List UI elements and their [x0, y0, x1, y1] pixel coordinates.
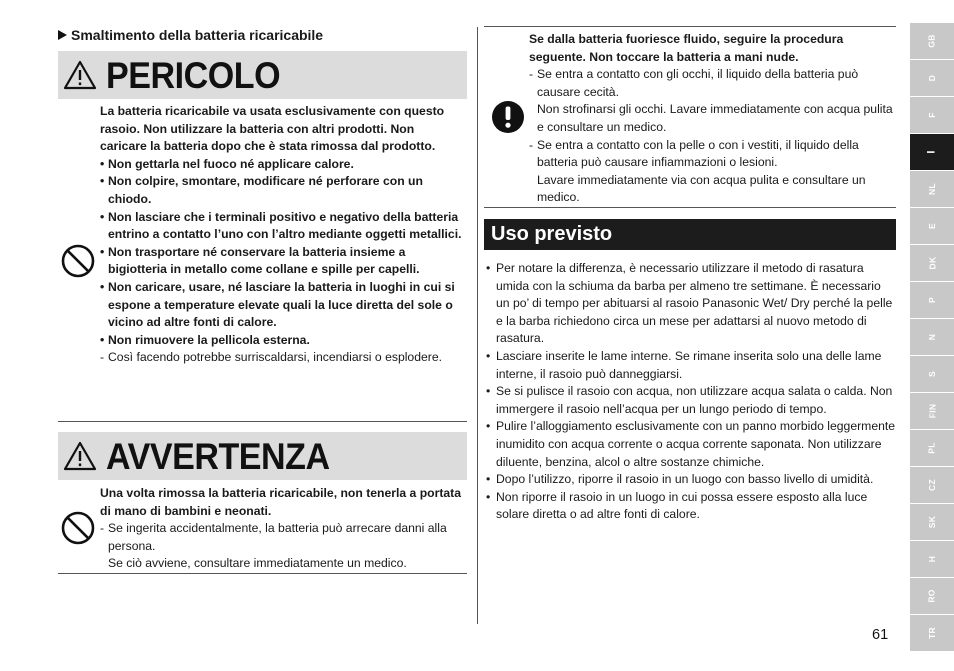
pericolo-intro: La batteria ricaricabile va usata esclusivamente con questo rasoio. Non utilizzare la batteria con altri prodotti. Non caricare la batteria dopo che è stata rimossa dal prodotto.: [100, 104, 445, 154]
list-item: • Per notare la differenza, è necessario utilizzare il metodo di rasatura umida con la schiuma da barba per almeno tre settimane. È necessario un po’ di tempo per abituarsi al rasoio Panasonic Wet/ Dry perché la pelle e la barba richiedono circa un mese per adattarsi al nuovo metodo di rasatura.: [486, 261, 893, 346]
tab-ro[interactable]: RO: [910, 578, 954, 614]
page-number: 61: [872, 627, 889, 643]
divider: [58, 421, 467, 422]
avvertenza-body: [100, 485, 464, 573]
tab-h[interactable]: H: [910, 541, 954, 577]
avvertenza-heading: AVVERTENZA: [106, 435, 330, 477]
list-item: • Non gettarla nel fuoco né applicare calore.: [100, 156, 354, 171]
consequence-text: - Così facendo potrebbe surriscaldarsi, incendiarsi o esplodere.: [100, 350, 442, 365]
fluid-warning-body: [529, 31, 897, 207]
triangle-right-icon: [58, 30, 67, 40]
tab-gb[interactable]: GB: [910, 23, 954, 59]
divider: [484, 207, 896, 208]
avvertenza-header: [58, 432, 467, 480]
tab-fin[interactable]: FIN: [910, 393, 954, 429]
list-item: • Non lasciare che i terminali positivo e negativo della batteria entrino a contatto l’uno con l’altro mediante oggetti metallici.: [100, 209, 462, 242]
list-item: • Dopo l’utilizzo, riporre il rasoio in un luogo con basso livello di umidità.: [486, 472, 874, 487]
exclamation-icon: [491, 100, 525, 139]
list-item: • Non trasportare né conservare la batteria insieme a bigiotteria in metallo come collane e spille per capelli.: [100, 244, 420, 277]
list-item: • Non rimuovere la pellicola esterna.: [100, 332, 310, 347]
list-item: • Non caricare, usare, né lasciare la batteria in luoghi in cui si espone a temperature elevate quali la luce diretta del sole o vicino ad altre fonti di calore.: [100, 279, 455, 330]
prohibition-icon: [60, 510, 96, 551]
pericolo-header: [58, 51, 467, 99]
tab-d[interactable]: D: [910, 60, 954, 96]
list-item: - Se ingerita accidentalmente, la batteria può arrecare danni alla persona.: [100, 521, 447, 553]
tab-n[interactable]: N: [910, 319, 954, 355]
list-item: - Se entra a contatto con la pelle o con i vestiti, il liquido della batteria può causare infiammazioni o lesioni.: [529, 137, 859, 170]
uso-previsto-heading: Uso previsto: [484, 219, 896, 250]
list-item-continuation: Non strofinarsi gli occhi. Lavare immediatamente con acqua pulita e consultare un medico.: [537, 102, 893, 134]
list-item-continuation: Lavare immediatamente via con acqua pulita e consultare un medico.: [537, 172, 866, 205]
tab-sk[interactable]: SK: [910, 504, 954, 540]
tab-tr[interactable]: TR: [910, 615, 954, 651]
pericolo-body: [100, 103, 464, 367]
column-divider: [477, 27, 478, 624]
tab-e[interactable]: E: [910, 208, 954, 244]
warning-triangle-icon: [60, 432, 100, 480]
tab-i[interactable]: I: [910, 134, 954, 170]
list-item: • Pulire l’alloggiamento esclusivamente con un panno morbido leggermente inumidito con acqua corrente o acqua corrente saponata. Non utilizzare diluente, benzina, alcol o altre sostanze chimiche.: [486, 419, 896, 469]
warning-triangle-icon: [60, 51, 100, 99]
pericolo-heading: PERICOLO: [106, 54, 281, 96]
tab-nl[interactable]: NL: [910, 171, 954, 207]
prohibition-icon: [60, 243, 96, 284]
list-item: • Se si pulisce il rasoio con acqua, non utilizzare acqua salata o calda. Non immergere il rasoio nell’acqua per un lungo periodo di tempo.: [486, 384, 893, 416]
tab-s[interactable]: S: [910, 356, 954, 392]
list-item: • Non riporre il rasoio in un luogo in cui possa essere esposto alla luce solare diretta o ad altre fonti di calore.: [486, 489, 868, 522]
section-title: Smaltimento della batteria ricaricabile: [58, 27, 323, 43]
avvertenza-intro: Una volta rimossa la batteria ricaricabile, non tenerla a portata di mano di bambini e neonati.: [100, 486, 462, 518]
tab-p[interactable]: P: [910, 282, 954, 318]
tab-cz[interactable]: CZ: [910, 467, 954, 503]
tab-f[interactable]: F: [910, 97, 954, 133]
tab-dk[interactable]: DK: [910, 245, 954, 281]
list-item: - Se entra a contatto con gli occhi, il liquido della batteria può causare cecità.: [529, 67, 859, 99]
list-item-continuation: Se ciò avviene, consultare immediatamente un medico.: [108, 556, 407, 571]
tab-pl[interactable]: PL: [910, 430, 954, 466]
list-item: • Non colpire, smontare, modificare né perforare con un chiodo.: [100, 174, 423, 206]
fluid-intro: Se dalla batteria fuoriesce fluido, seguire la procedura seguente. Non toccare la batteria a mani nude.: [529, 32, 844, 64]
uso-previsto-body: [486, 260, 897, 524]
divider: [58, 573, 467, 574]
list-item: • Lasciare inserite le lame interne. Se rimane inserita solo una delle lame interne, il rasoio può danneggiarsi.: [486, 348, 882, 381]
divider: [484, 26, 896, 27]
